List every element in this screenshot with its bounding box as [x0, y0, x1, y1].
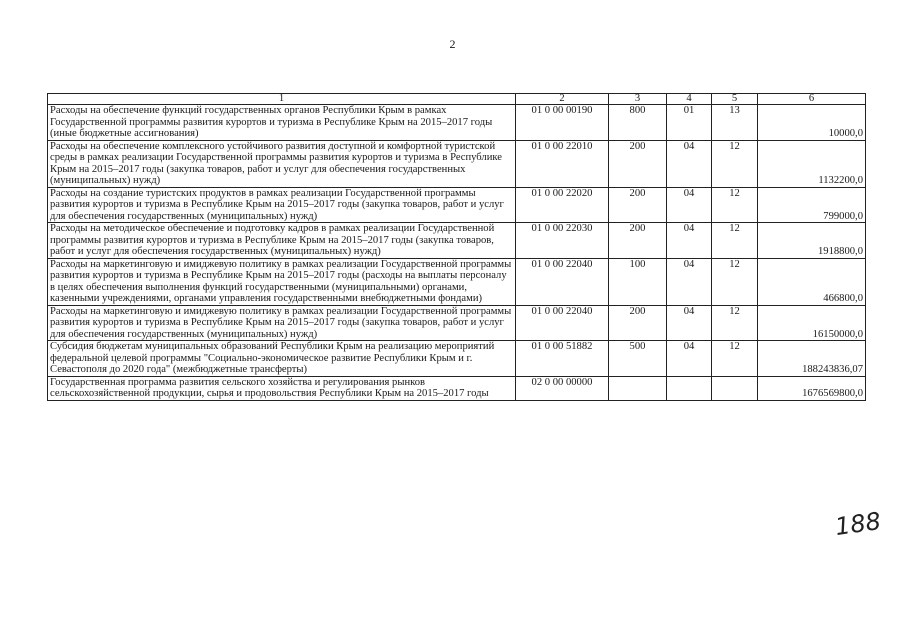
row-col3: 800: [609, 105, 667, 141]
row-col3: 100: [609, 258, 667, 305]
row-amount: 1918800,0: [758, 223, 866, 259]
column-header: 3: [609, 94, 667, 105]
row-col4: 04: [667, 341, 712, 377]
table-row: [48, 341, 866, 377]
row-col5: 12: [712, 140, 758, 187]
row-amount: 1132200,0: [758, 140, 866, 187]
table-row: [48, 140, 866, 187]
row-col3: 200: [609, 187, 667, 223]
handwritten-page-annotation: 188: [833, 506, 883, 542]
row-col5: 12: [712, 187, 758, 223]
row-col4: 01: [667, 105, 712, 141]
row-description: Расходы на создание туристских продуктов в рамках реализации Государственной программы развития курортов и туризма в Республике Крым на 2015–2017 годы (закупка товаров, работ и услуг для обеспечения государственных (муниципальных) нужд): [48, 187, 516, 223]
row-description: Государственная программа развития сельского хозяйства и регулирования рынков сельскохозяйственной продукции, сырья и продовольствия Республики Крым на 2015–2017 годы: [48, 376, 516, 400]
row-col5: 13: [712, 105, 758, 141]
table-row: [48, 376, 866, 400]
row-col5: 12: [712, 258, 758, 305]
table-row: [48, 258, 866, 305]
row-description: Расходы на маркетинговую и имиджевую политику в рамках реализации Государственной программы развития курортов и туризма в Республике Крым на 2015–2017 годы (расходы на выплаты персоналу в целях обеспечения выполнения функций государственными (муниципальными) органами, казенными учреждениями, органами управления государственными внебюджетными фондами): [48, 258, 516, 305]
row-amount: 466800,0: [758, 258, 866, 305]
column-header: 6: [758, 94, 866, 105]
row-code: 01 0 00 22030: [516, 223, 609, 259]
row-description: Расходы на маркетинговую и имиджевую политику в рамках реализации Государственной программы развития курортов и туризма в Республике Крым на 2015–2017 годы (закупка товаров, работ и услуг для обеспечения государственных (муниципальных) нужд): [48, 305, 516, 341]
row-col4: 04: [667, 258, 712, 305]
row-amount: 16150000,0: [758, 305, 866, 341]
row-description: Расходы на методическое обеспечение и подготовку кадров в рамках реализации Государственной программы развития курортов и туризма в Республике Крым на 2015–2017 годы (закупка товаров, работ и услуг для обеспечения государственных (муниципальных) нужд): [48, 223, 516, 259]
row-col3: [609, 376, 667, 400]
row-col4: 04: [667, 140, 712, 187]
row-code: 01 0 00 51882: [516, 341, 609, 377]
row-code: 01 0 00 22040: [516, 258, 609, 305]
row-description: Расходы на обеспечение функций государственных органов Республики Крым в рамках Государственной программы развития курортов и туризма в Республике Крым на 2015–2017 годы (иные бюджетные ассигнования): [48, 105, 516, 141]
row-col3: 200: [609, 223, 667, 259]
table-header-row: [48, 94, 866, 105]
row-col4: 04: [667, 223, 712, 259]
row-amount: 1676569800,0: [758, 376, 866, 400]
table-row: [48, 223, 866, 259]
row-description: Расходы на обеспечение комплексного устойчивого развития доступной и комфортной туристской среды в рамках реализации Государственной программы развития курортов и туризма в Республике Крым на 2015–2017 годы (закупка товаров, работ и услуг для обеспечения государственных (муниципальных) нужд): [48, 140, 516, 187]
column-header: 4: [667, 94, 712, 105]
row-amount: 188243836,07: [758, 341, 866, 377]
row-amount: 799000,0: [758, 187, 866, 223]
budget-table: [47, 93, 866, 401]
row-col3: 200: [609, 305, 667, 341]
row-code: 01 0 00 22010: [516, 140, 609, 187]
row-amount: 10000,0: [758, 105, 866, 141]
column-header: 2: [516, 94, 609, 105]
row-col3: 500: [609, 341, 667, 377]
row-col4: 04: [667, 187, 712, 223]
row-code: 01 0 00 00190: [516, 105, 609, 141]
row-col4: [667, 376, 712, 400]
row-col5: 12: [712, 341, 758, 377]
row-code: 01 0 00 22020: [516, 187, 609, 223]
row-col5: [712, 376, 758, 400]
row-col5: 12: [712, 223, 758, 259]
page-number: 2: [449, 37, 456, 51]
row-description: Субсидия бюджетам муниципальных образований Республики Крым на реализацию мероприятий федеральной целевой программы "Социально-экономическое развитие Республики Крым и г. Севастополя до 2020 года" (межбюджетные трансферты): [48, 341, 516, 377]
column-header: 5: [712, 94, 758, 105]
row-col3: 200: [609, 140, 667, 187]
table-row: [48, 305, 866, 341]
row-code: 02 0 00 00000: [516, 376, 609, 400]
table-row: [48, 105, 866, 141]
column-header: 1: [48, 94, 516, 105]
row-code: 01 0 00 22040: [516, 305, 609, 341]
table-row: [48, 187, 866, 223]
row-col4: 04: [667, 305, 712, 341]
row-col5: 12: [712, 305, 758, 341]
